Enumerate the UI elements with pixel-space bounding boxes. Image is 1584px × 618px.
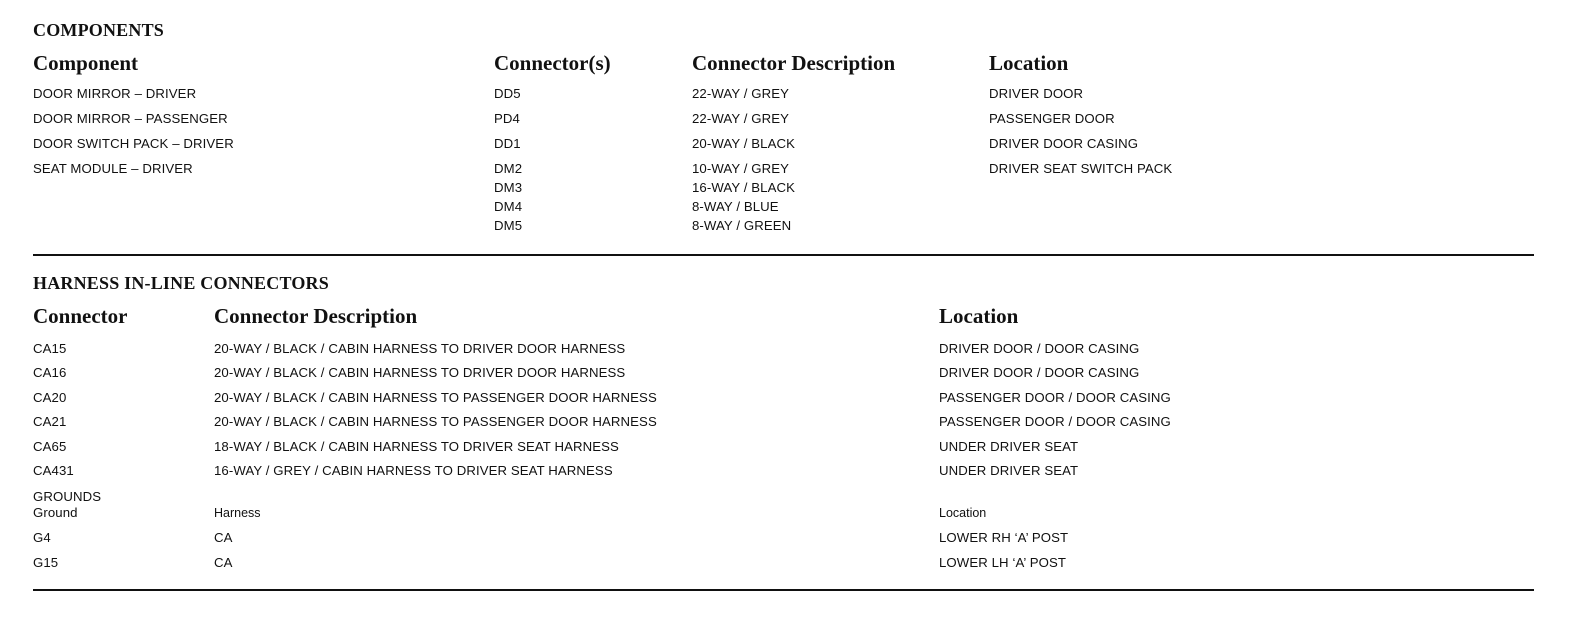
grounds-header-ground: Ground: [33, 505, 78, 520]
component-location: DRIVER DOOR: [989, 86, 1084, 101]
harness-header-location: Location: [939, 304, 1019, 328]
harness-section-title: HARNESS IN-LINE CONNECTORS: [33, 273, 329, 293]
component-location: DRIVER SEAT SWITCH PACK: [989, 161, 1173, 176]
harness-connector: CA20: [33, 390, 67, 405]
component-connector: PD4: [494, 111, 520, 126]
component-connector-description: 10-WAY / GREY: [692, 161, 790, 176]
harness-description: 20-WAY / BLACK / CABIN HARNESS TO DRIVER DOOR HARNESS: [214, 341, 626, 356]
harness-header-connector: Connector: [33, 304, 128, 328]
harness-location: PASSENGER DOOR / DOOR CASING: [939, 390, 1171, 405]
harness-connector: CA65: [33, 439, 67, 454]
harness-description: 20-WAY / BLACK / CABIN HARNESS TO PASSENGER DOOR HARNESS: [214, 390, 657, 405]
component-connector: DM5: [494, 218, 523, 233]
components-section-title: COMPONENTS: [33, 20, 165, 40]
harness-connector: CA15: [33, 341, 67, 356]
grounds-header-harness: Harness: [214, 506, 261, 520]
harness-connector: CA21: [33, 414, 67, 429]
component-connector-description: 8-WAY / GREEN: [692, 218, 792, 233]
component-name: DOOR MIRROR – PASSENGER: [33, 111, 228, 126]
component-name: DOOR MIRROR – DRIVER: [33, 86, 197, 101]
component-connector-description: 16-WAY / BLACK: [692, 180, 796, 195]
component-connector: DD5: [494, 86, 521, 101]
ground-harness: CA: [214, 555, 233, 570]
ground-location: LOWER RH ‘A’ POST: [939, 530, 1069, 545]
harness-location: DRIVER DOOR / DOOR CASING: [939, 365, 1140, 380]
components-header-component: Component: [33, 51, 139, 75]
grounds-header-location: Location: [939, 506, 987, 520]
component-name: SEAT MODULE – DRIVER: [33, 161, 193, 176]
harness-location: UNDER DRIVER SEAT: [939, 439, 1079, 454]
component-connector-description: 20-WAY / BLACK: [692, 136, 796, 151]
harness-location: UNDER DRIVER SEAT: [939, 463, 1079, 478]
ground-id: G15: [33, 555, 59, 570]
harness-connector: CA431: [33, 463, 74, 478]
harness-connector: CA16: [33, 365, 67, 380]
components-header-connectors: Connector(s): [494, 51, 611, 75]
harness-header-description: Connector Description: [214, 304, 418, 328]
component-location: DRIVER DOOR CASING: [989, 136, 1139, 151]
component-connector: DD1: [494, 136, 521, 151]
ground-harness: CA: [214, 530, 233, 545]
section-divider: [33, 254, 1534, 256]
harness-description: 16-WAY / GREY / CABIN HARNESS TO DRIVER SEAT HARNESS: [214, 463, 613, 478]
ground-id: G4: [33, 530, 51, 545]
harness-location: DRIVER DOOR / DOOR CASING: [939, 341, 1140, 356]
component-connector: DM2: [494, 161, 523, 176]
harness-location: PASSENGER DOOR / DOOR CASING: [939, 414, 1171, 429]
component-connector: DM4: [494, 199, 523, 214]
component-connector-description: 8-WAY / BLUE: [692, 199, 779, 214]
harness-description: 20-WAY / BLACK / CABIN HARNESS TO PASSENGER DOOR HARNESS: [214, 414, 657, 429]
components-header-location: Location: [989, 51, 1069, 75]
component-location: PASSENGER DOOR: [989, 111, 1115, 126]
component-name: DOOR SWITCH PACK – DRIVER: [33, 136, 234, 151]
harness-description: 20-WAY / BLACK / CABIN HARNESS TO DRIVER DOOR HARNESS: [214, 365, 626, 380]
component-connector-description: 22-WAY / GREY: [692, 86, 790, 101]
component-connector: DM3: [494, 180, 523, 195]
grounds-section-title: GROUNDS: [33, 489, 102, 504]
component-connector-description: 22-WAY / GREY: [692, 111, 790, 126]
ground-location: LOWER LH ‘A’ POST: [939, 555, 1066, 570]
harness-description: 18-WAY / BLACK / CABIN HARNESS TO DRIVER SEAT HARNESS: [214, 439, 619, 454]
components-header-description: Connector Description: [692, 51, 896, 75]
bottom-divider: [33, 589, 1534, 591]
